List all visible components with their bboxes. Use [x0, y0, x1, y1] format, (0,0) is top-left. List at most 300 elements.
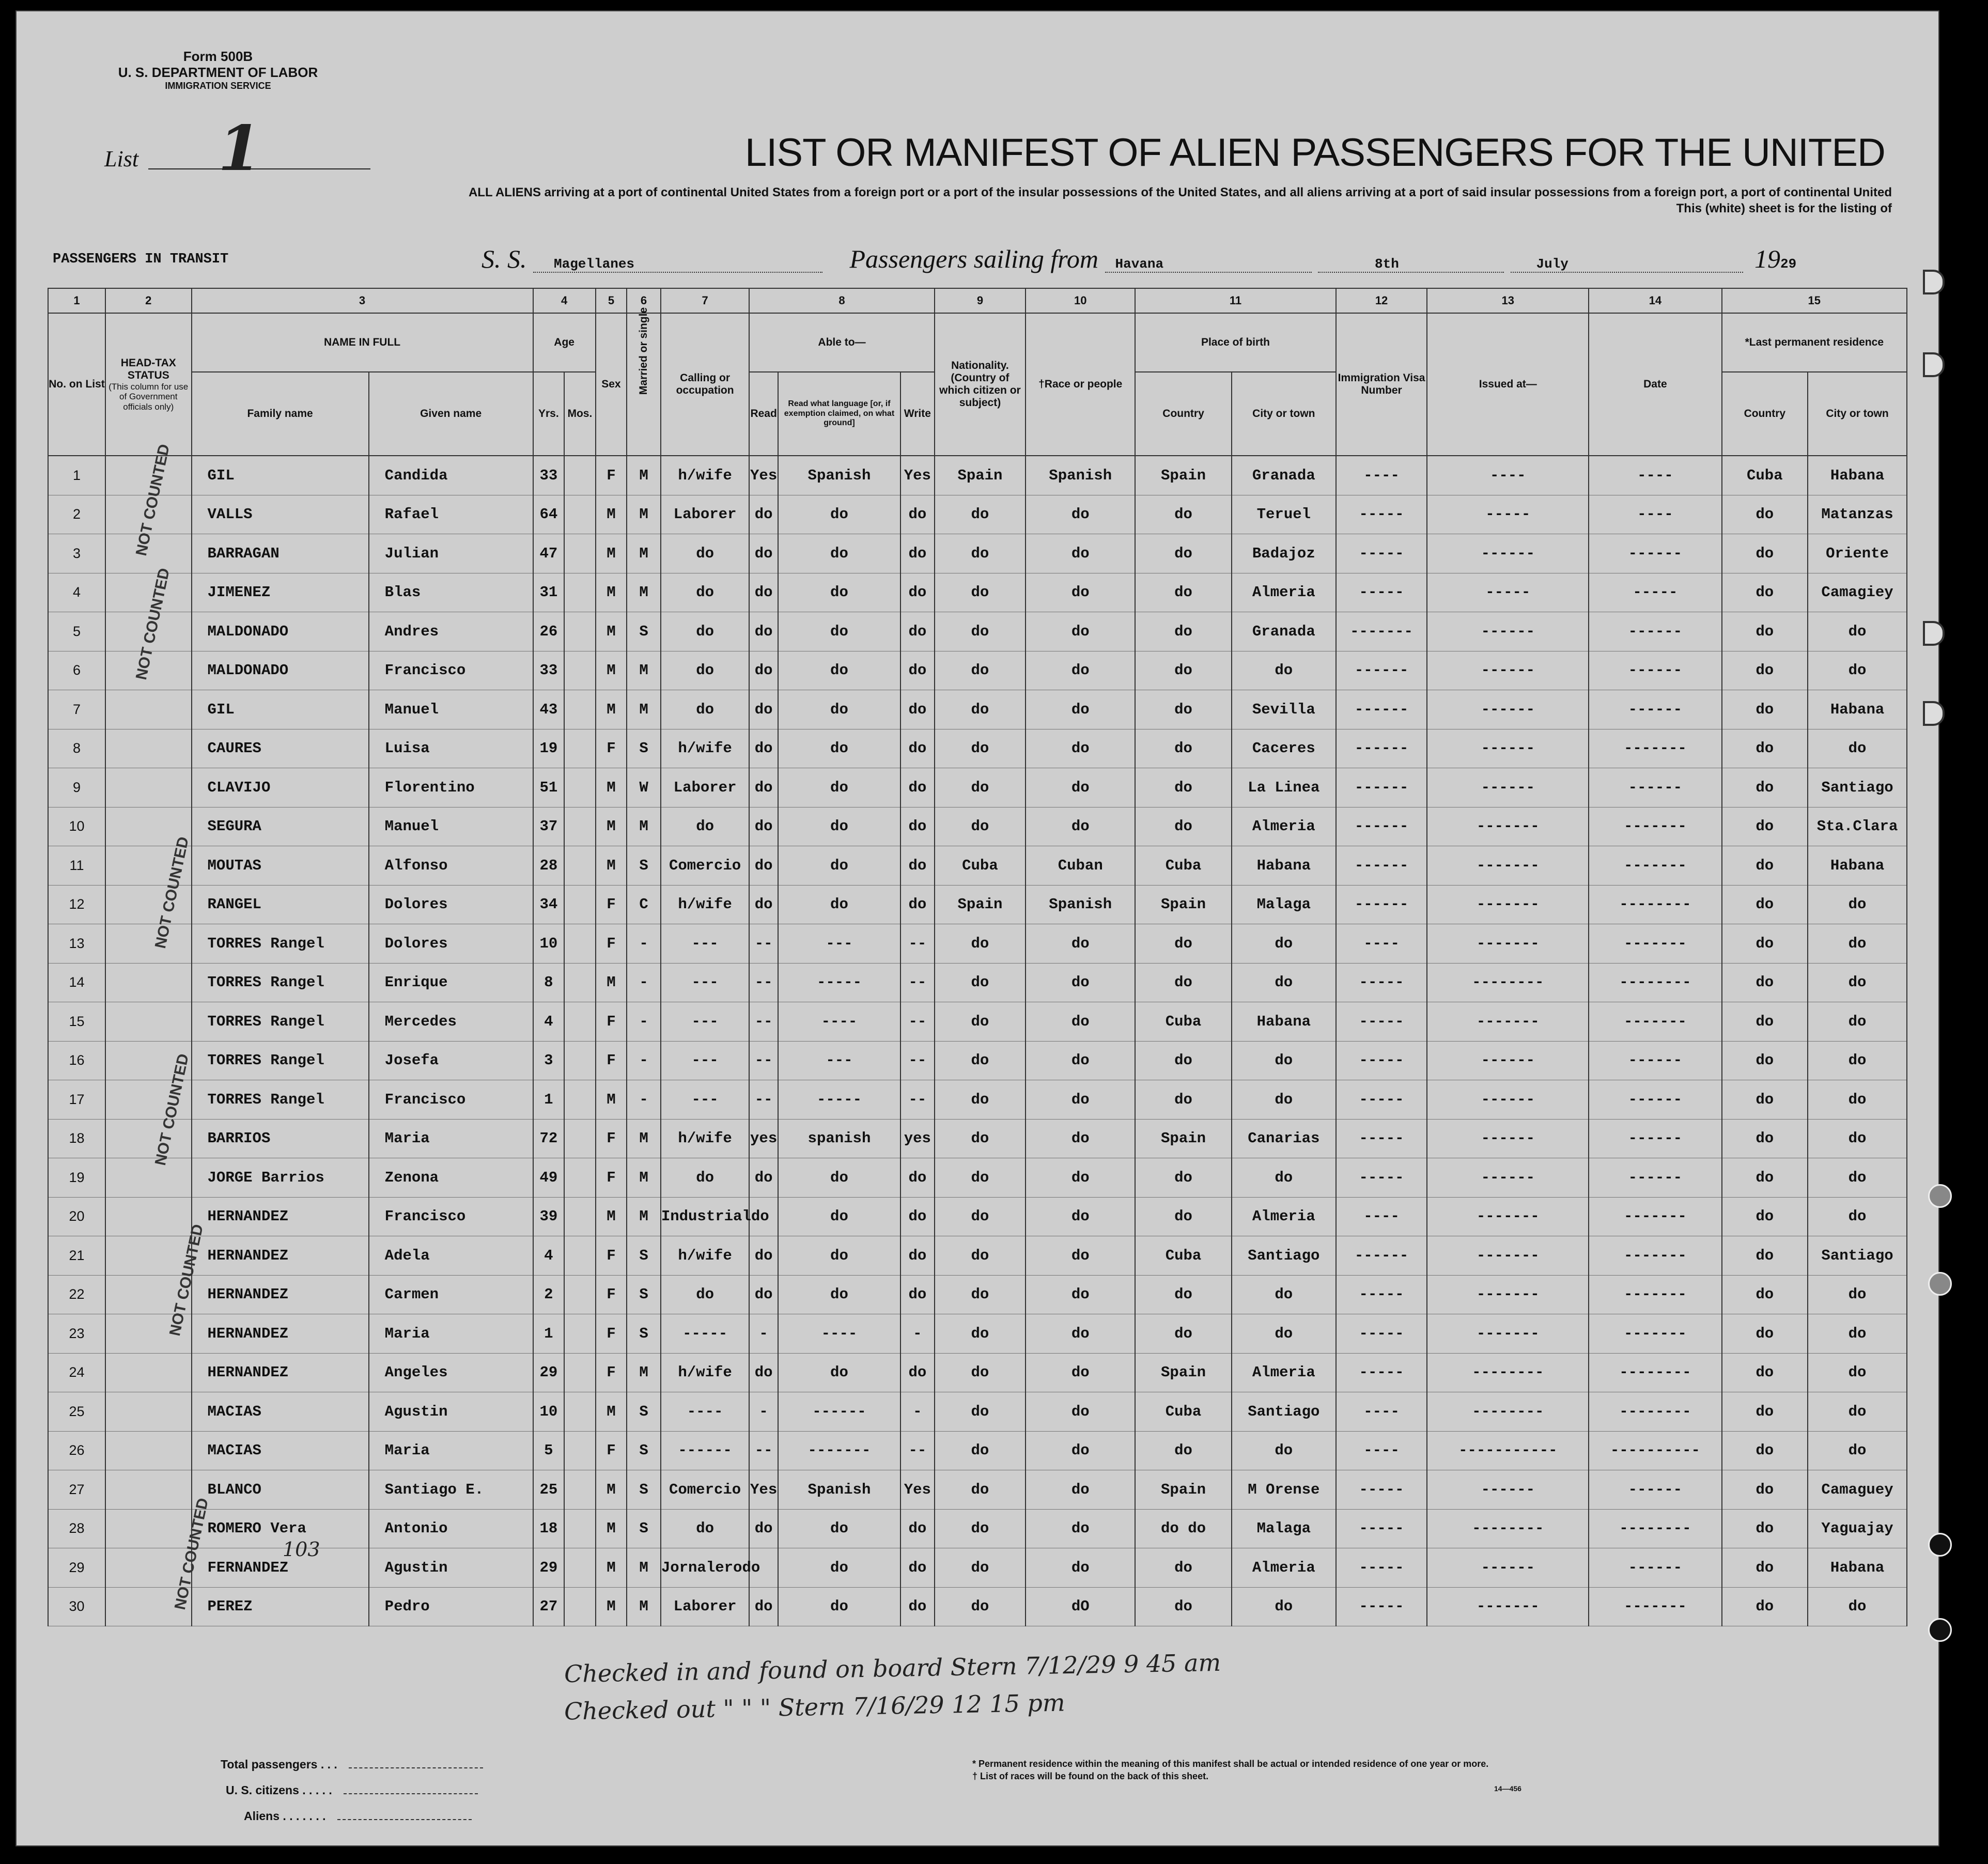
- sex: F: [596, 1236, 627, 1276]
- race: do: [1026, 1236, 1135, 1276]
- can-write: do: [900, 495, 935, 534]
- residence-country: do: [1722, 612, 1808, 651]
- family-name: BLANCO: [192, 1470, 369, 1510]
- colnum: 14: [1589, 288, 1721, 313]
- visa-issued-at: ------: [1427, 729, 1589, 768]
- occupation: h/wife: [661, 1236, 750, 1276]
- age-months: [564, 1548, 596, 1588]
- visa-date: --------: [1589, 1392, 1721, 1432]
- visa-number: -----: [1336, 1002, 1427, 1042]
- birth-country: Spain: [1135, 885, 1232, 924]
- read-language: spanish: [778, 1119, 900, 1158]
- birth-city: Sevilla: [1232, 690, 1336, 729]
- birth-city: Granada: [1232, 612, 1336, 651]
- can-read: do: [749, 1275, 778, 1314]
- read-language: do: [778, 1548, 900, 1588]
- visa-number: ----: [1336, 924, 1427, 964]
- residence-city: do: [1808, 1002, 1907, 1042]
- can-write: do: [900, 885, 935, 924]
- marital-status: M: [627, 1119, 661, 1158]
- visa-number: -----: [1336, 1314, 1427, 1354]
- table-row: [48, 1470, 1907, 1510]
- sex: F: [596, 1431, 627, 1470]
- age-years: 10: [533, 1392, 565, 1432]
- visa-date: -------: [1589, 1587, 1721, 1626]
- table-row: [48, 1587, 1907, 1626]
- aliens-field: [337, 1819, 472, 1820]
- total-passengers-label: Total passengers: [221, 1758, 318, 1771]
- birth-country: do: [1135, 1197, 1232, 1236]
- residence-city: do: [1808, 1119, 1907, 1158]
- age-months: [564, 1275, 596, 1314]
- year-suffix: 29: [1780, 256, 1797, 272]
- visa-issued-at: ------: [1427, 768, 1589, 807]
- marital-status: S: [627, 1275, 661, 1314]
- marital-status: S: [627, 729, 661, 768]
- sex: F: [596, 924, 627, 964]
- visa-issued-at: -------: [1427, 1275, 1589, 1314]
- race: do: [1026, 1509, 1135, 1548]
- page-title: LIST OR MANIFEST OF ALIEN PASSENGERS FOR THE UNITED: [745, 131, 1885, 175]
- header-no-on-list: No. on List: [48, 313, 105, 456]
- can-write: -: [900, 1314, 935, 1354]
- race: do: [1026, 1275, 1135, 1314]
- table-row: [48, 1509, 1907, 1548]
- residence-country: do: [1722, 924, 1808, 964]
- visa-number: ------: [1336, 1236, 1427, 1276]
- row-number: 14: [48, 963, 105, 1002]
- age-months: [564, 1080, 596, 1120]
- age-months: [564, 1236, 596, 1276]
- race: do: [1026, 1080, 1135, 1120]
- family-name: SEGURA: [192, 807, 369, 846]
- visa-issued-at: --------: [1427, 1353, 1589, 1392]
- birth-country: do: [1135, 1431, 1232, 1470]
- visa-number: ------: [1336, 651, 1427, 690]
- given-name: Maria: [369, 1314, 533, 1354]
- read-language: Spanish: [778, 456, 900, 495]
- residence-country: do: [1722, 1353, 1808, 1392]
- read-language: ---: [778, 924, 900, 964]
- birth-city: Santiago: [1232, 1236, 1336, 1276]
- can-read: do: [749, 651, 778, 690]
- colnum: 5: [596, 288, 627, 313]
- residence-country: do: [1722, 534, 1808, 573]
- age-years: 47: [533, 534, 565, 573]
- age-months: [564, 1509, 596, 1548]
- sex: F: [596, 1158, 627, 1198]
- sex: M: [596, 495, 627, 534]
- family-name: TORRES Rangel: [192, 963, 369, 1002]
- not-counted-stamp: NOT COUNTED: [152, 835, 193, 950]
- age-years: 72: [533, 1119, 565, 1158]
- row-number: 4: [48, 573, 105, 612]
- sex: F: [596, 729, 627, 768]
- head-tax-cell: [105, 1002, 192, 1042]
- read-language: ---: [778, 1041, 900, 1080]
- given-name: Antonio: [369, 1509, 533, 1548]
- age-months: [564, 1041, 596, 1080]
- age-months: [564, 534, 596, 573]
- head-tax-cell: [105, 1470, 192, 1510]
- given-name: Alfonso: [369, 846, 533, 886]
- visa-issued-at: -------: [1427, 1197, 1589, 1236]
- nationality: do: [935, 1587, 1026, 1626]
- residence-country: Cuba: [1722, 456, 1808, 495]
- row-number: 24: [48, 1353, 105, 1392]
- visa-date: ------: [1589, 1080, 1721, 1120]
- age-years: 39: [533, 1197, 565, 1236]
- nationality: do: [935, 690, 1026, 729]
- race: do: [1026, 1470, 1135, 1510]
- race: do: [1026, 573, 1135, 612]
- residence-country: do: [1722, 1431, 1808, 1470]
- occupation: do: [661, 1509, 750, 1548]
- occupation: do: [661, 612, 750, 651]
- birth-city: Almeria: [1232, 1353, 1336, 1392]
- colnum: 6: [627, 288, 661, 313]
- can-write: do: [900, 1509, 935, 1548]
- can-read: --: [749, 1041, 778, 1080]
- can-write: do: [900, 1548, 935, 1588]
- residence-country: do: [1722, 1080, 1808, 1120]
- age-years: 26: [533, 612, 565, 651]
- birth-city: do: [1232, 1587, 1336, 1626]
- age-years: 37: [533, 807, 565, 846]
- sex: M: [596, 1509, 627, 1548]
- residence-city: Oriente: [1808, 534, 1907, 573]
- subtitle-line-1: ALL ALIENS arriving at a port of continental United States from a foreign port or a port of the insular possessions of the United States, and all aliens arriving at a port of said insular possessions from a foreign port, a port of continental United: [468, 185, 1892, 199]
- visa-issued-at: -------: [1427, 885, 1589, 924]
- aliens-label: Aliens: [244, 1809, 280, 1823]
- residence-city: do: [1808, 1275, 1907, 1314]
- occupation: h/wife: [661, 885, 750, 924]
- visa-date: --------: [1589, 963, 1721, 1002]
- family-name: BARRAGAN: [192, 534, 369, 573]
- marital-status: -: [627, 1080, 661, 1120]
- nationality: do: [935, 1119, 1026, 1158]
- given-name: Enrique: [369, 963, 533, 1002]
- race: do: [1026, 690, 1135, 729]
- header-last-residence: *Last permanent residence: [1722, 313, 1907, 372]
- sex: M: [596, 573, 627, 612]
- given-name: Florentino: [369, 768, 533, 807]
- row-number: 1: [48, 456, 105, 495]
- visa-issued-at: -------: [1427, 924, 1589, 964]
- residence-city: do: [1808, 1431, 1907, 1470]
- occupation: Laborer: [661, 495, 750, 534]
- given-name: Rafael: [369, 495, 533, 534]
- can-write: yes: [900, 1119, 935, 1158]
- residence-city: do: [1808, 924, 1907, 964]
- given-name: Dolores: [369, 924, 533, 964]
- nationality: do: [935, 1353, 1026, 1392]
- row-number: 21: [48, 1236, 105, 1276]
- age-years: 33: [533, 651, 565, 690]
- visa-issued-at: ------: [1427, 1041, 1589, 1080]
- header-yrs: Yrs.: [533, 372, 565, 456]
- age-months: [564, 612, 596, 651]
- read-language: -----: [778, 963, 900, 1002]
- race: do: [1026, 1158, 1135, 1198]
- visa-number: ------: [1336, 690, 1427, 729]
- visa-number: ------: [1336, 807, 1427, 846]
- header-birth-city: City or town: [1232, 372, 1336, 456]
- birth-city: Canarias: [1232, 1119, 1336, 1158]
- given-name: Manuel: [369, 690, 533, 729]
- departure-day: 8th: [1318, 256, 1504, 273]
- sex: M: [596, 651, 627, 690]
- race: do: [1026, 612, 1135, 651]
- visa-date: ------: [1589, 690, 1721, 729]
- binder-hole: [1923, 270, 1945, 294]
- nationality: Spain: [935, 885, 1026, 924]
- birth-city: Habana: [1232, 846, 1336, 886]
- residence-country: do: [1722, 573, 1808, 612]
- colnum: 13: [1427, 288, 1589, 313]
- birth-country: do: [1135, 651, 1232, 690]
- marital-status: C: [627, 885, 661, 924]
- family-name: MOUTAS: [192, 846, 369, 886]
- row-number: 11: [48, 846, 105, 886]
- visa-date: ------: [1589, 1470, 1721, 1510]
- birth-country: do: [1135, 1587, 1232, 1626]
- marital-status: S: [627, 1509, 661, 1548]
- footnotes: [972, 1758, 1521, 1795]
- family-name: TORRES Rangel: [192, 924, 369, 964]
- occupation: ----: [661, 1392, 750, 1432]
- read-language: do: [778, 885, 900, 924]
- table-row: [48, 729, 1907, 768]
- visa-number: ----: [1336, 1197, 1427, 1236]
- colnum: 7: [661, 288, 750, 313]
- visa-date: --------: [1589, 885, 1721, 924]
- birth-city: Almeria: [1232, 1197, 1336, 1236]
- birth-city: Badajoz: [1232, 534, 1336, 573]
- table-row: [48, 573, 1907, 612]
- row-number: 5: [48, 612, 105, 651]
- can-read: -: [749, 1392, 778, 1432]
- row-number: 18: [48, 1119, 105, 1158]
- ss-label: S. S.: [482, 244, 527, 273]
- table-row: [48, 768, 1907, 807]
- header-family-name: Family name: [192, 372, 369, 456]
- given-name: Pedro: [369, 1587, 533, 1626]
- birth-country: do: [1135, 495, 1232, 534]
- visa-date: -------: [1589, 1275, 1721, 1314]
- marital-status: M: [627, 807, 661, 846]
- header-calling: Calling or occupation: [661, 313, 750, 456]
- row-number: 3: [48, 534, 105, 573]
- can-read: Yes: [749, 1470, 778, 1510]
- header-race: †Race or people: [1026, 313, 1135, 456]
- family-name: VALLS: [192, 495, 369, 534]
- residence-city: Sta.Clara: [1808, 807, 1907, 846]
- residence-country: do: [1722, 846, 1808, 886]
- birth-country: do: [1135, 612, 1232, 651]
- visa-issued-at: ------: [1427, 651, 1589, 690]
- read-language: Spanish: [778, 1470, 900, 1510]
- visa-date: ------: [1589, 1041, 1721, 1080]
- nationality: do: [935, 1314, 1026, 1354]
- header-visa: Immigration Visa Number: [1336, 313, 1427, 456]
- read-language: do: [778, 1509, 900, 1548]
- can-write: do: [900, 768, 935, 807]
- visa-issued-at: -------: [1427, 1002, 1589, 1042]
- us-citizens-field: [344, 1793, 478, 1794]
- occupation: do: [661, 534, 750, 573]
- row-number: 8: [48, 729, 105, 768]
- birth-city: do: [1232, 1080, 1336, 1120]
- given-name: Francisco: [369, 1080, 533, 1120]
- family-name: GIL: [192, 456, 369, 495]
- visa-number: -----: [1336, 495, 1427, 534]
- residence-city: do: [1808, 1314, 1907, 1354]
- head-tax-cell: [105, 1431, 192, 1470]
- occupation: ---: [661, 924, 750, 964]
- birth-country: do: [1135, 729, 1232, 768]
- family-name: JORGE Barrios: [192, 1158, 369, 1198]
- read-language: ----: [778, 1314, 900, 1354]
- visa-issued-at: --------: [1427, 963, 1589, 1002]
- can-write: --: [900, 963, 935, 1002]
- nationality: do: [935, 768, 1026, 807]
- can-read: --: [749, 963, 778, 1002]
- passenger-rows: [48, 456, 1907, 1626]
- age-months: [564, 924, 596, 964]
- can-write: do: [900, 1158, 935, 1198]
- birth-city: Malaga: [1232, 1509, 1336, 1548]
- marital-status: M: [627, 534, 661, 573]
- visa-number: ------: [1336, 729, 1427, 768]
- occupation: ---: [661, 1002, 750, 1042]
- sex: M: [596, 1470, 627, 1510]
- can-write: --: [900, 1002, 935, 1042]
- family-name: BARRIOS: [192, 1119, 369, 1158]
- can-write: do: [900, 573, 935, 612]
- visa-number: -----: [1336, 1119, 1427, 1158]
- occupation: do: [661, 651, 750, 690]
- header-sex: Sex: [596, 313, 627, 456]
- table-row: [48, 1119, 1907, 1158]
- can-write: do: [900, 1197, 935, 1236]
- birth-city: do: [1232, 651, 1336, 690]
- can-write: --: [900, 1080, 935, 1120]
- race: do: [1026, 729, 1135, 768]
- age-years: 49: [533, 1158, 565, 1198]
- head-tax-cell: [105, 1158, 192, 1198]
- residence-country: do: [1722, 1197, 1808, 1236]
- birth-city: Santiago: [1232, 1392, 1336, 1432]
- footnote-residence: * Permanent residence within the meaning of this manifest shall be actual or intended residence of one year or more.: [972, 1759, 1489, 1769]
- can-read: yes: [749, 1119, 778, 1158]
- not-counted-stamp: NOT COUNTED: [133, 566, 174, 681]
- birth-country: do: [1135, 1548, 1232, 1588]
- can-read: --: [749, 1431, 778, 1470]
- age-months: [564, 1431, 596, 1470]
- visa-issued-at: ------: [1427, 690, 1589, 729]
- footnote-races: † List of races will be found on the back of this sheet.: [972, 1771, 1209, 1781]
- header-issued-at: Issued at—: [1427, 313, 1589, 456]
- race: do: [1026, 1353, 1135, 1392]
- given-name: Manuel: [369, 807, 533, 846]
- sex: M: [596, 963, 627, 1002]
- nationality: do: [935, 1041, 1026, 1080]
- birth-city: do: [1232, 1158, 1336, 1198]
- form-identification: [102, 49, 334, 92]
- race: do: [1026, 963, 1135, 1002]
- read-language: do: [778, 612, 900, 651]
- occupation: Comercio: [661, 1470, 750, 1510]
- family-name: MALDONADO: [192, 651, 369, 690]
- family-name: HERNANDEZ: [192, 1275, 369, 1314]
- head-tax-cell: [105, 924, 192, 964]
- marginal-number: 103: [283, 1538, 320, 1561]
- marital-status: M: [627, 1158, 661, 1198]
- table-row: [48, 1002, 1907, 1042]
- can-read: do: [749, 1236, 778, 1276]
- occupation: do: [661, 1275, 750, 1314]
- marital-status: M: [627, 690, 661, 729]
- family-name: CAURES: [192, 729, 369, 768]
- header-head-tax-note: (This column for use of Government officials only): [108, 381, 189, 412]
- colnum: 9: [935, 288, 1026, 313]
- colnum: 8: [749, 288, 934, 313]
- family-name: MACIAS: [192, 1431, 369, 1470]
- read-language: do: [778, 1275, 900, 1314]
- visa-issued-at: ------: [1427, 1119, 1589, 1158]
- residence-city: do: [1808, 1353, 1907, 1392]
- read-language: ------: [778, 1392, 900, 1432]
- visa-number: -----: [1336, 1470, 1427, 1510]
- visa-number: -------: [1336, 612, 1427, 651]
- table-row: [48, 846, 1907, 886]
- age-years: 28: [533, 846, 565, 886]
- age-months: [564, 1197, 596, 1236]
- occupation: -----: [661, 1314, 750, 1354]
- nationality: Spain: [935, 456, 1026, 495]
- visa-issued-at: ------: [1427, 1548, 1589, 1588]
- birth-city: do: [1232, 1041, 1336, 1080]
- header-able-to: Able to—: [749, 313, 934, 372]
- row-number: 25: [48, 1392, 105, 1432]
- marital-status: S: [627, 1470, 661, 1510]
- row-number: 19: [48, 1158, 105, 1198]
- age-years: 2: [533, 1275, 565, 1314]
- residence-country: do: [1722, 1236, 1808, 1276]
- nationality: do: [935, 924, 1026, 964]
- read-language: do: [778, 690, 900, 729]
- can-read: do: [749, 690, 778, 729]
- race: do: [1026, 495, 1135, 534]
- visa-number: -----: [1336, 1548, 1427, 1588]
- header-read-language: Read what language [or, if exemption claimed, on what ground]: [778, 372, 900, 456]
- residence-city: do: [1808, 1041, 1907, 1080]
- residence-city: do: [1808, 1158, 1907, 1198]
- header-head-tax: [105, 313, 192, 456]
- birth-city: do: [1232, 1314, 1336, 1354]
- birth-country: Cuba: [1135, 1002, 1232, 1042]
- sex: M: [596, 1392, 627, 1432]
- birth-city: Almeria: [1232, 573, 1336, 612]
- visa-date: -------: [1589, 729, 1721, 768]
- sex: M: [596, 768, 627, 807]
- list-number: 1: [218, 112, 261, 185]
- nationality: do: [935, 1080, 1026, 1120]
- visa-issued-at: ------: [1427, 534, 1589, 573]
- nationality: do: [935, 1548, 1026, 1588]
- age-years: 4: [533, 1002, 565, 1042]
